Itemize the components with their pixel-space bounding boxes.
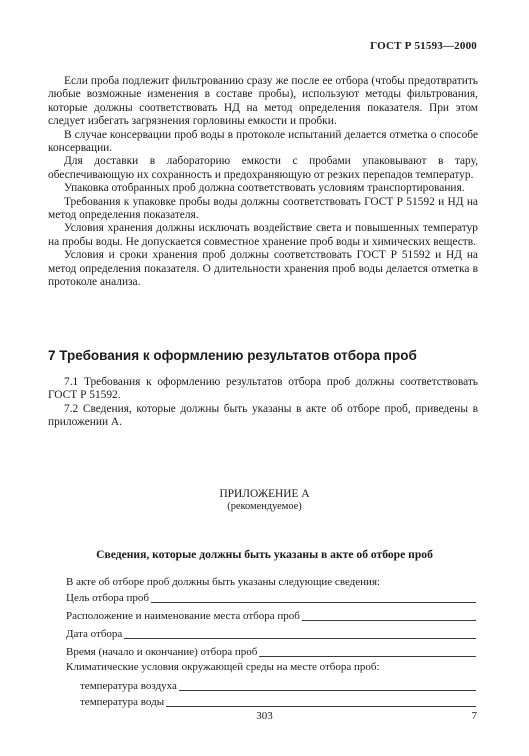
appendix-subtitle: (рекомендуемое) [227,501,302,512]
paragraph-packaging-requirements: Требования к упаковке пробы воды должны соответствовать ГОСТ Р 51592 и НД на метод определения показателя. [48,195,478,222]
field-label-air-temperature: температура воздуха [80,680,177,692]
page-number-center: 303 [256,710,273,722]
appendix-intro: В акте об отборе проб должны быть указаны следующие сведения: [66,576,381,588]
form-field-air-temperature [80,679,476,693]
fill-line [259,655,476,657]
section-title: 7 Требования к оформлению результатов отбора проб [48,348,417,363]
form-field-time [66,645,476,659]
fill-line [179,689,476,691]
form-field-water-temperature [80,695,476,709]
storage-requirements-text [48,75,478,290]
fill-line [302,619,476,621]
appendix-title: ПРИЛОЖЕНИЕ А [219,488,310,500]
standard-code-header: ГОСТ Р 51593—2000 [370,40,477,52]
section-item-7-1: 7.1 Требования к оформлению результатов отбора проб должны соответствовать ГОСТ Р 51592. [48,376,478,402]
field-label-time: Время (начало и окончание) отбора проб [66,646,258,658]
field-label-date: Дата отбора [66,628,123,640]
section-item-7-2: 7.2 Сведения, которые должны быть указаны в акте об отборе проб, приведены в приложении А. [48,402,478,429]
field-label-location: Расположение и наименование места отбора проб [66,610,300,622]
climate-conditions-label: Климатические условия окружающей среды на месте отбора проб: [66,661,380,673]
page-number-right: 7 [471,710,477,722]
fill-line [151,601,476,603]
form-field-purpose [66,591,476,605]
paragraph-storage-terms: Условия и сроки хранения проб должны соответствовать ГОСТ Р 51592 и НД на метод определения показателя. О длительности хранения проб воды делается отметка в протоколе анализа. [48,249,478,289]
field-label-water-temperature: температура воды [80,696,165,708]
fill-line [166,705,476,707]
paragraph-preservation: В случае консервации проб воды в протоколе испытаний делается отметка о способе консервации. [48,128,478,155]
field-label-purpose: Цель отбора проб [66,592,149,604]
section-body [48,376,478,430]
paragraph-packaging: Упаковка отобранных проб должна соответствовать условиям транспортирования. [64,182,465,195]
form-field-date [66,627,476,641]
appendix-heading: Сведения, которые должны быть указаны в акте об отборе проб [96,548,433,561]
fill-line [124,637,476,639]
paragraph-delivery: Для доставки в лабораторию емкости с пробами упаковывают в тару, обеспечивающую их сохранность и предохраняющую от резких перепадов температур. [48,155,478,181]
form-field-location [66,609,476,623]
paragraph-storage-conditions: Условия хранения должны исключать воздействие света и повышенных температур на пробы воды. Не допускается совместное хранение проб воды и химических веществ. [48,222,478,248]
paragraph-filtering: Если проба подлежит фильтрованию сразу же после ее отбора (чтобы предотвратить любые возможные изменения в составе пробы), используют методы фильтрования, которые должны соответствовать НД на метод определения показателя. При этом следует избегать загрязнения горловины емкости и пробки. [48,75,478,128]
